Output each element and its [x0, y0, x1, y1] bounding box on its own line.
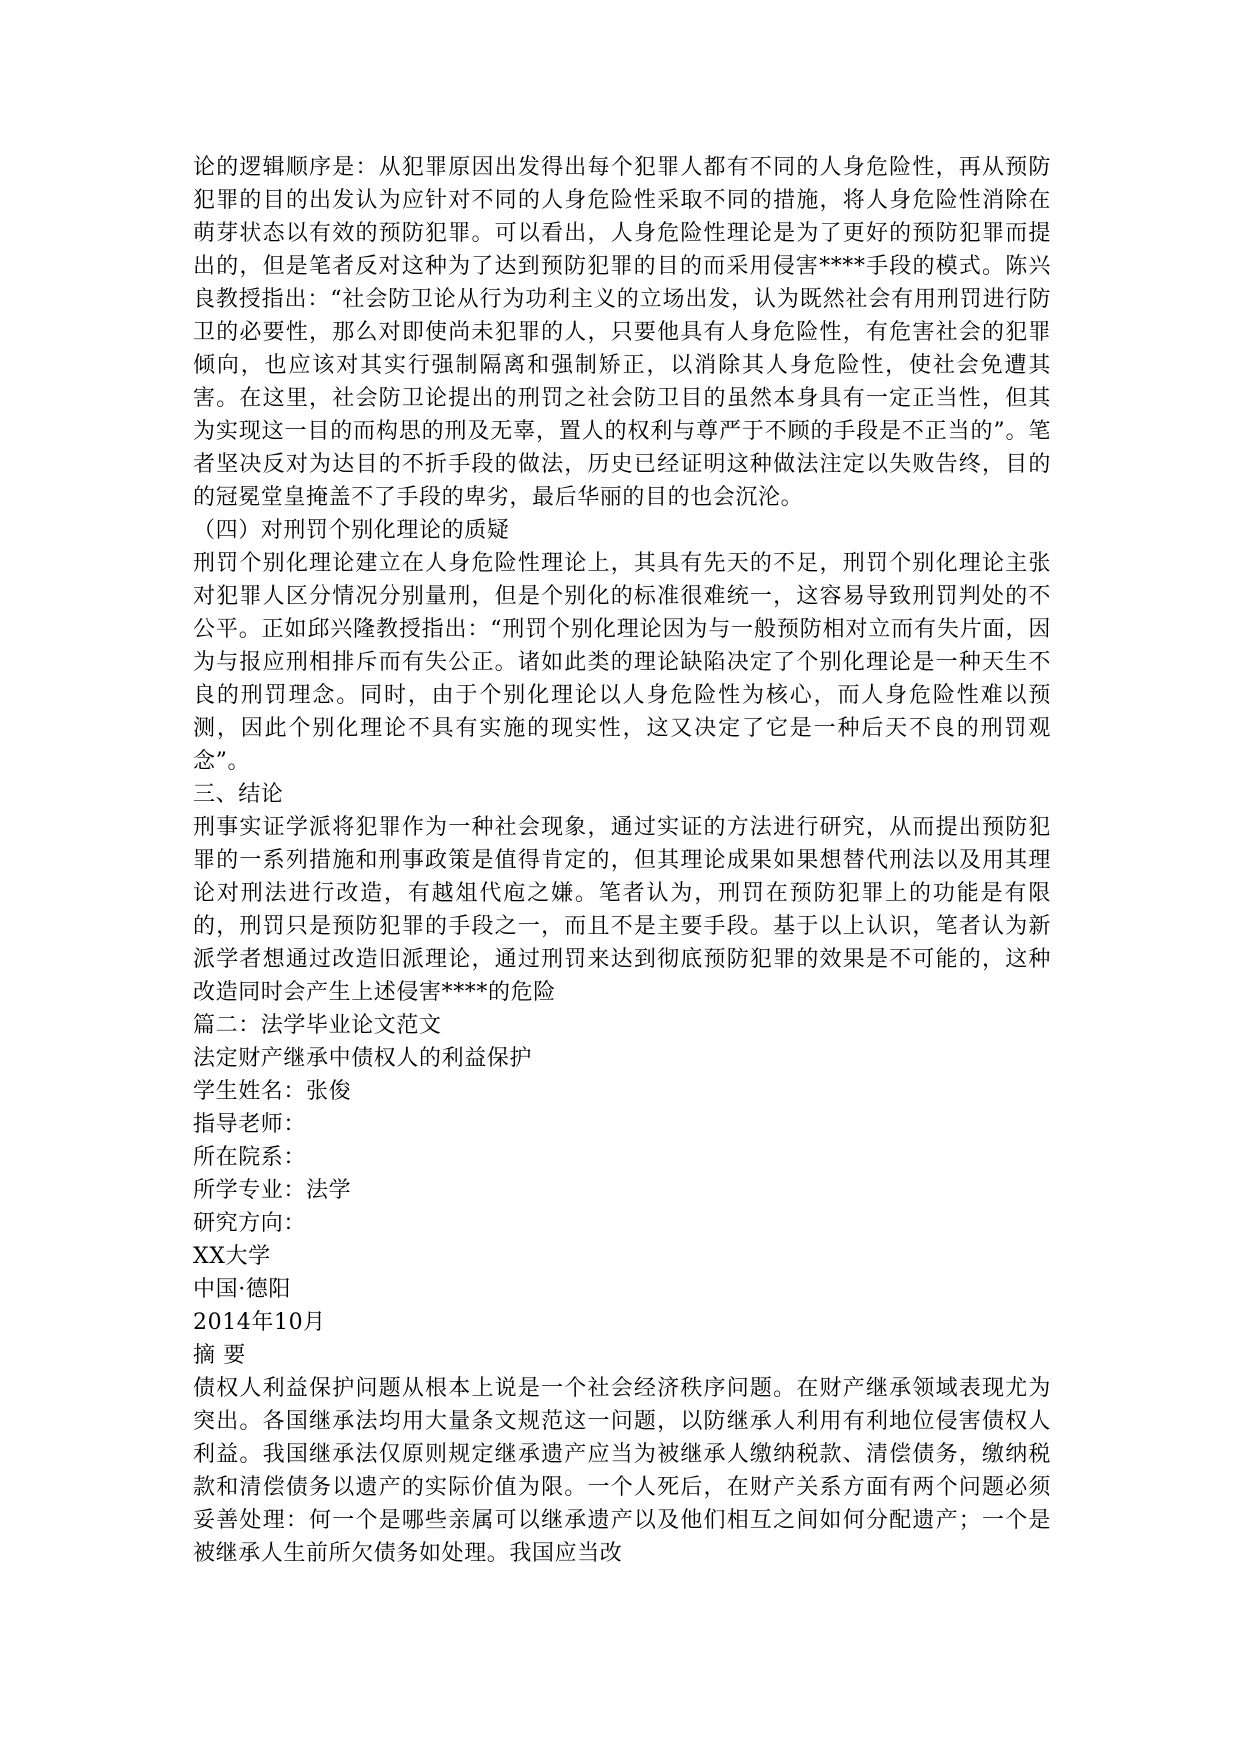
department-field: 所在院系：	[193, 1145, 307, 1170]
abstract-heading: 摘 要	[193, 1343, 246, 1368]
article-two-heading: 篇二：法学毕业论文范文	[193, 1013, 442, 1038]
research-direction-field: 研究方向：	[193, 1211, 307, 1236]
document-body	[193, 151, 1051, 1570]
section-heading-conclusion: 三、结论	[193, 782, 284, 807]
advisor-field: 指导老师：	[193, 1112, 307, 1137]
location-line: 中国·德阳	[193, 1277, 291, 1302]
thesis-title: 法定财产继承中债权人的利益保护	[193, 1046, 533, 1071]
body-paragraph-individualization: 刑罚个别化理论建立在人身危险性理论上，其具有先天的不足，刑罚个别化理论主张对犯罪人区分情况分别量刑，但是个别化的标准很难统一，这容易导致刑罚判处的不公平。正如邱兴隆教授指出：“刑罚个别化理论因为与一般预防相对立而有失片面，因为与报应刑相排斥而有失公正。诸如此类的理论缺陷决定了个别化理论是一种天生不良的刑罚理念。同时，由于个别化理论以人身危险性为核心，而人身危险性难以预测，因此个别化理论不具有实施的现实性，这又决定了它是一种后天不良的刑罚观念”。	[193, 551, 1051, 774]
student-name-field: 学生姓名：张俊	[193, 1079, 352, 1104]
abstract-paragraph: 债权人利益保护问题从根本上说是一个社会经济秩序问题。在财产继承领域表现尤为突出。各国继承法均用大量条文规范这一问题，以防继承人利用有利地位侵害债权人利益。我国继承法仅原则规定继承遗产应当为被继承人缴纳税款、清偿债务，缴纳税款和清偿债务以遗产的实际价值为限。一个人死后，在财产关系方面有两个问题必须妥善处理：何一个是哪些亲属可以继承遗产以及他们相互之间如何分配遗产；一个是被继承人生前所欠债务如处理。我国应当改	[193, 1376, 1051, 1566]
date-line: 2014年10月	[193, 1310, 326, 1335]
section-heading-four: （四）对刑罚个别化理论的质疑	[193, 518, 510, 543]
university-name: XX大学	[193, 1244, 271, 1269]
body-paragraph-conclusion: 刑事实证学派将犯罪作为一种社会现象，通过实证的方法进行研究，从而提出预防犯罪的一系列措施和刑事政策是值得肯定的，但其理论成果如果想替代刑法以及用其理论对刑法进行改造，有越俎代庖之嫌。笔者认为，刑罚在预防犯罪上的功能是有限的，刑罚只是预防犯罪的手段之一，而且不是主要手段。基于以上认识，笔者认为新派学者想通过改造旧派理论，通过刑罚来达到彻底预防犯罪的效果是不可能的，这种改造同时会产生上述侵害****的危险	[193, 815, 1051, 1005]
major-field: 所学专业：法学	[193, 1178, 352, 1203]
body-paragraph-personal-danger: 论的逻辑顺序是：从犯罪原因出发得出每个犯罪人都有不同的人身危险性，再从预防犯罪的目的出发认为应针对不同的人身危险性采取不同的措施，将人身危险性消除在萌芽状态以有效的预防犯罪。可以看出，人身危险性理论是为了更好的预防犯罪而提出的，但是笔者反对这种为了达到预防犯罪的目的而采用侵害****手段的模式。陈兴良教授指出：“社会防卫论从行为功利主义的立场出发，认为既然社会有用刑罚进行防卫的必要性，那么对即使尚未犯罪的人，只要他具有人身危险性，有危害社会的犯罪倾向，也应该对其实行强制隔离和强制矫正，以消除其人身危险性，使社会免遭其害。在这里，社会防卫论提出的刑罚之社会防卫目的虽然本身具有一定正当性，但其为实现这一目的而构思的刑及无辜，置人的权利与尊严于不顾的手段是不正当的”。笔者坚决反对为达目的不折手段的做法，历史已经证明这种做法注定以失败告终，目的的冠冕堂皇掩盖不了手段的卑劣，最后华丽的目的也会沉沦。	[193, 155, 1051, 510]
